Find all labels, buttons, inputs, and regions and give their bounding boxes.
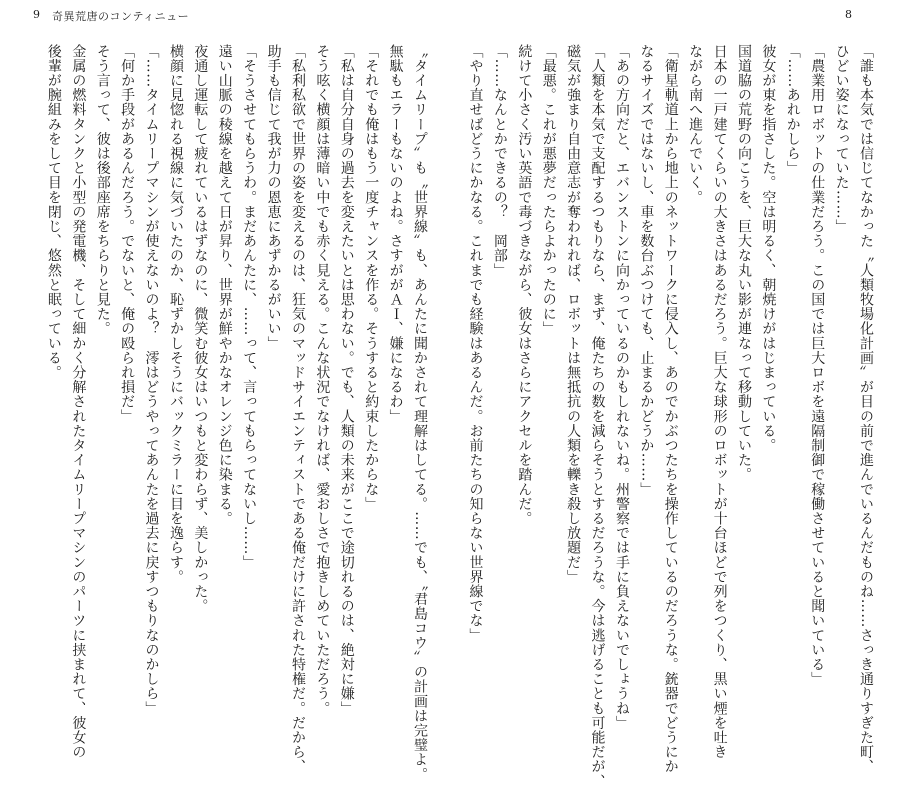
text-line: 彼女が東を指さした。空は明るく、朝焼けがはじまっている。 — [760, 44, 777, 453]
text-line: 「そうさせてもらうわ。まだあんたに、……って、言ってもらってないし……」 — [241, 44, 258, 570]
text-line: 「それでも俺はもう一度チャンスを作る。そうすると約束したからな」 — [363, 44, 380, 512]
right-page-number: 8 — [845, 8, 852, 21]
text-line: 夜通し運転して疲れているはずなのに、微笑む彼女はいつもと変わらず、美しかった。 — [192, 44, 209, 614]
left-page-body — [22, 44, 432, 782]
text-line: 遠い山脈の稜線を越えて日が昇り、世界が鮮やかなオレンジ色に染まる。 — [216, 44, 233, 526]
text-line: そう言って、彼は後部座席をちらりと見た。 — [94, 44, 111, 336]
text-line: 「農業用ロボットの仕業だろう。この国では巨大ロボを遠隔制御で稼働させていると聞いている」 — [809, 44, 826, 687]
text-line: 「私は自分自身の過去を変えたいとは思わない。でも、人類の未来がここで途切れるのは、絶対に嫌」 — [338, 44, 355, 716]
text-line: ひどい姿になっていた……」 — [833, 44, 850, 234]
text-line: 「衛星軌道上から地上のネットワークに侵入し、あのでかぶつたちを操作しているのだろうな。銃器でどうにか — [662, 44, 679, 774]
text-line: 「……あれかしら」 — [784, 44, 801, 176]
right-page-body — [467, 44, 878, 789]
text-line: 「私利私欲で世界の姿を変えるのは、狂気のマッドサイエンティストである俺だけに許された特権だ。だから、 — [289, 44, 306, 774]
text-line: 〝タイムリープ〟も〝世界線〟も、あんたに聞かされて理解はしてる。……でも、〝君島コウ〟の計画は完璧よ。 — [412, 44, 428, 782]
text-line: 国道脇の荒野の向こうを、巨大な丸い影が連なって移動していた。 — [735, 44, 752, 482]
left-page — [0, 0, 450, 782]
text-line: 「あの方向だと、エバンストンに向かっているのかもしれないね。州警察では手に負えないでしょうね」 — [613, 44, 630, 731]
text-line: 金属の燃料タンクと小型の発電機、そして細かく分解されたタイムリープマシンのパーツに挟まれて、彼女の — [70, 44, 87, 760]
text-line: 「やり直せばどうにかなる。これまでも経験はあるんだ。お前たちの知らない世界線でな」 — [467, 44, 484, 643]
text-line: 「誰も本気では信じてなかった〝人類牧場化計画〟が目の前で進んでいるんだものね……さっき通りすぎた町、 — [858, 44, 874, 774]
running-title: 奇異荒唐のコンティニュー — [52, 10, 190, 23]
text-line: 後輩が腕組みをして目を閉じ、悠然と眠っている。 — [45, 44, 62, 380]
text-line: 「最悪。これが悪夢だったらよかったのに」 — [540, 44, 557, 336]
text-line: 磁気が強まり自由意志が奪われれば、ロボットは無抵抗の人類を轢き殺し放題だ」 — [565, 44, 582, 585]
right-page — [450, 0, 900, 789]
text-line: 「……なんとかできるの？ 岡部」 — [491, 44, 508, 278]
text-line: 「何か手段があるんだろう。でないと、俺の殴られ損だ」 — [119, 44, 136, 424]
text-line: 「人類を本気で支配するつもりなら、まず、俺たちの数を減らそうとするだろうな。今は逃げることも可能だが、 — [589, 44, 606, 789]
text-line: 続けて小さく汚い英語で毒づきながら、彼女はさらにアクセルを踏んだ。 — [516, 44, 533, 526]
text-line: 日本の一戸建てくらいの大きさはあるだろう。巨大な球形のロボットが十台ほどで列をつくり、黒い煙を吐き — [711, 44, 728, 760]
left-page-number: 9 — [33, 8, 40, 21]
text-line: ながら南へ進んでいく。 — [687, 44, 704, 205]
text-line: そう呟く横顔は薄暗い中でも赤く見える。こんな状況でなければ、愛おしさで抱きしめていただろう。 — [314, 44, 331, 716]
text-line: 「……タイムリープマシンが使えないのよ？ 澪はどうやってあんたを過去に戻すつもりなのかしら」 — [143, 44, 160, 716]
text-line: 無駄もエラーもないのよね。さすががＡＩ、嫌になるわ」 — [387, 44, 404, 424]
text-line: なるサイズではないし、車を数台ぶつけても、止まるかどうか……」 — [638, 44, 655, 497]
text-line: 助手も信じて我が力の恩恵にあずかるがいい」 — [265, 44, 282, 351]
text-line: 横顔に見惚れる視線に気づいたのか、恥ずかしそうにバックミラーに目を逸らす。 — [167, 44, 184, 585]
